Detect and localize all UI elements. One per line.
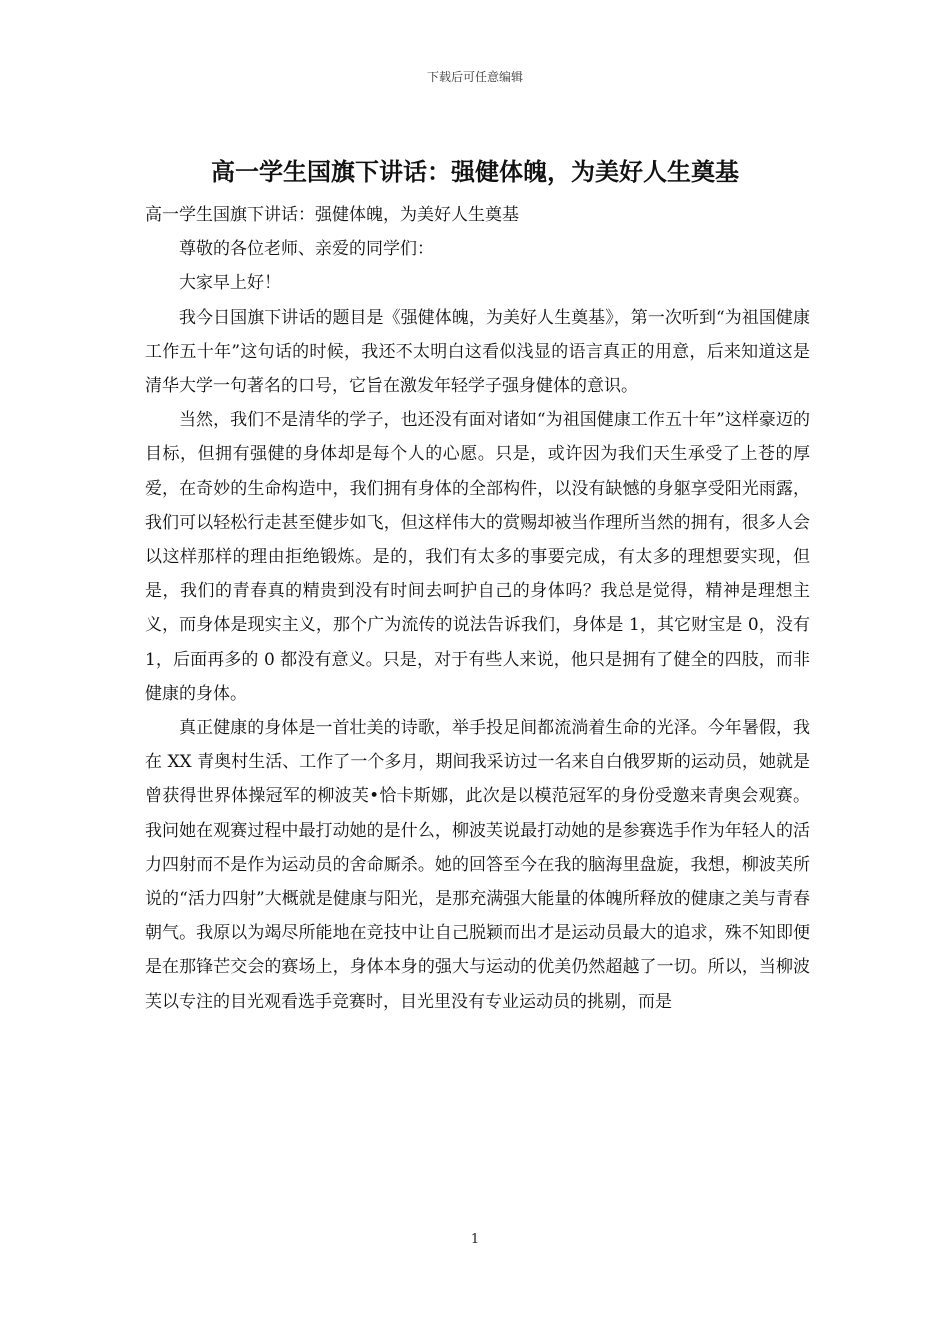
paragraph-2: 当然，我们不是清华的学子，也还没有面对诸如“为祖国健康工作五十年”这样豪迈的目标，但拥有强健的身体却是每个人的心愿。只是，或许因为我们天生承受了上苍的厚爱，在奇妙的生命构造中，我们拥有身体的全部构件，以没有缺憾的身躯享受阳光雨露，我们可以轻松行走甚至健步如飞，但这样伟大的赏赐却被当作理所当然的拥有，很多人会以这样那样的理由拒绝锻炼。是的，我们有太多的事要完成，有太多的理想要实现，但是，我们的青春真的精贵到没有时间去呵护自己的身体吗？我总是觉得，精神是理想主义，而身体是现实主义，那个广为流传的说法告诉我们，身体是 1，其它财宝是 0，没有 1，后面再多的 0 都没有意义。只是，对于有些人来说，他只是拥有了健全的四肢，而非健康的身体。 [145,410,810,704]
paragraph-1: 我今日国旗下讲话的题目是《强健体魄，为美好人生奠基》，第一次听到“为祖国健康工作五十年”这句话的时候，我还不太明白这看似浅显的语言真正的用意，后来知道这是清华大学一句著名的口号，它旨在激发年轻学子强身健体的意识。 [145,307,810,397]
paragraph-3: 真正健康的身体是一首壮美的诗歌，举手投足间都流淌着生命的光泽。今年暑假，我在 XX 青奥村生活、工作了一个多月，期间我采访过一名来自白俄罗斯的运动员，她就是曾获得世界体操冠军的柳波芙•恰卡斯娜，此次是以模范冠军的身份受邀来青奥会观赛。我问她在观赛过程中最打动她的是什么，柳波芙说最打动她的是参赛选手作为年轻人的活力四射而不是作为运动员的舍命厮杀。她的回答至今在我的脑海里盘旋，我想，柳波芙所说的“活力四射”大概就是健康与阳光，是那充满强大能量的体魄所释放的健康之美与青春朝气。我原以为竭尽所能地在竞技中让自己脱颖而出才是运动员最大的追求，殊不知即便是在那锋芒交会的赛场上，身体本身的强大与运动的优美仍然超越了一切。所以，当柳波芙以专注的目光观看选手竞赛时，目光里没有专业运动员的挑剔，而是 [145,718,810,1012]
page-number: 1 [470,1232,480,1247]
subtitle-line: 高一学生国旗下讲话：强健体魄，为美好人生奠基 [145,205,519,225]
salutation: 尊敬的各位老师、亲爱的同学们： [179,239,434,260]
document-title: 高一学生国旗下讲话：强健体魄，为美好人生奠基 [211,157,739,186]
document-body [145,198,810,1019]
header-note: 下载后可任意编辑 [426,70,523,84]
greeting: 大家早上好！ [179,273,281,294]
